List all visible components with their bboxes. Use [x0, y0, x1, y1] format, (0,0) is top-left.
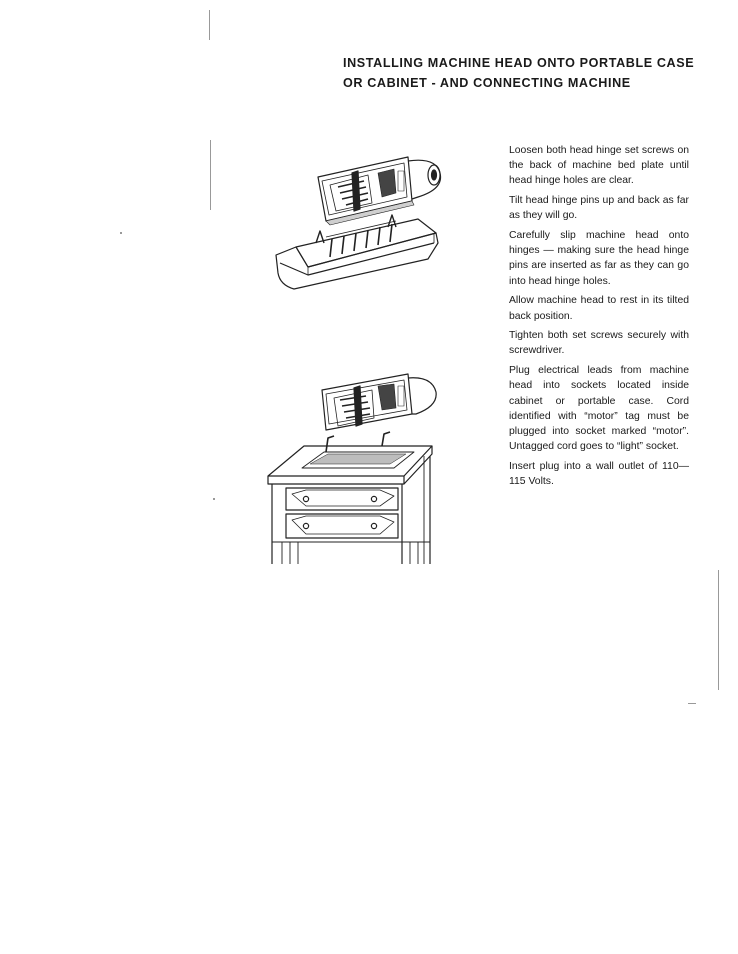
page-title-line-2: OR CABINET - AND CONNECTING MACHINE — [343, 76, 631, 90]
machine-head-over-cabinet-illustration — [262, 372, 437, 564]
step-4: Allow machine head to rest in its tilted back position. — [509, 295, 689, 322]
machine-head-over-portable-case-illustration — [268, 143, 448, 293]
installation-steps — [509, 143, 689, 494]
step-3: Carefully slip machine head onto hinges — making sure the head hinge pins are inserted as far as they can go into head hinge holes. — [509, 230, 689, 287]
page-title-line-1: INSTALLING MACHINE HEAD ONTO PORTABLE CASE — [343, 56, 695, 70]
step-7: Insert plug into a wall outlet of 110—115 Volts. — [509, 460, 689, 488]
step-2: Tilt head hinge pins up and back as far as they will go. — [509, 195, 689, 222]
page-title — [343, 53, 723, 93]
step-6: Plug electrical leads from machine head into sockets located inside cabinet or portable case. Cord identified with “motor” tag must be plugged into socket marked “motor”. Untagged cord goes to “light” socket. — [509, 365, 689, 453]
step-1: Loosen both head hinge set screws on the back of machine bed plate until head hinge holes are clear. — [509, 145, 689, 187]
step-5: Tighten both set screws securely with screwdriver. — [509, 330, 689, 357]
scan-mark — [688, 703, 696, 704]
scan-mark — [210, 140, 211, 210]
scan-mark — [213, 498, 215, 500]
scan-mark — [120, 232, 122, 234]
scan-mark — [718, 570, 719, 690]
scan-mark — [209, 10, 210, 40]
